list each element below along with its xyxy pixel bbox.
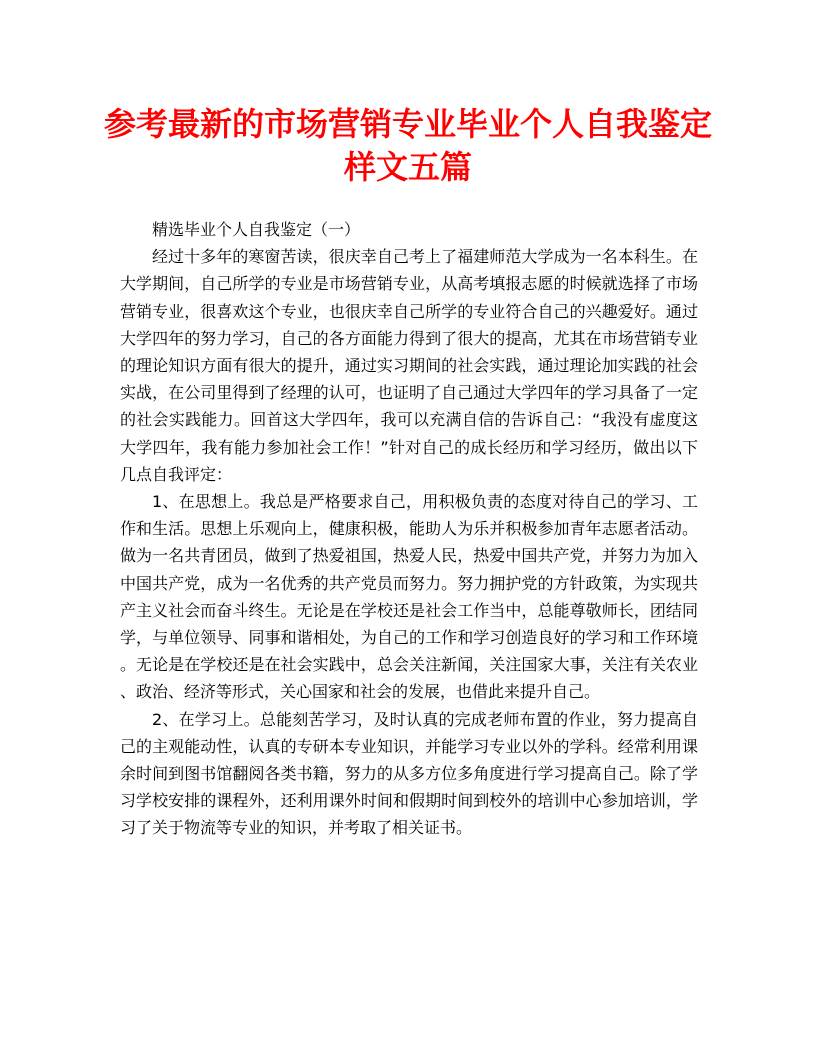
intro-paragraph: 经过十多年的寒窗苦读，很庆幸自己考上了福建师范大学成为一名本科生。在大学期间，自己所学的专业是市场营销专业，从高考填报志愿的时候就选择了市场营销专业，很喜欢这个专业，也很庆幸自己所学的专业符合自己的兴趣爱好。通过大学四年的努力学习，自己的各方面能力得到了很大的提高，尤其在市场营销专业的理论知识方面有很大的提升，通过实习期间的社会实践，通过理论加实践的社会实战，在公司里得到了经理的认可，也证明了自己通过大学四年的学习具备了一定的社会实践能力。回首这大学四年，我可以充满自信的告诉自己：“我没有虚度这大学四年，我有能力参加社会工作！”针对自己的成长经历和学习经历，做出以下几点自我评定： [120, 247, 698, 484]
document-title: 参考最新的市场营销专业毕业个人自我鉴定样文五篇 [103, 105, 712, 186]
document-body [120, 216, 698, 842]
thought-paragraph: 1、在思想上。我总是严格要求自己，用积极负责的态度对待自己的学习、工作和生活。思想上乐观向上，健康积极，能助人为乐并积极参加青年志愿者活动。做为一名共青团员，做到了热爱祖国，热爱人民，热爱中国共产党，并努力为加入中国共产党，成为一名优秀的共产党员而努力。努力拥护党的方针政策，为实现共产主义社会而奋斗终生。无论是在学校还是社会工作当中，总能尊敬师长，团结同学，与单位领导、同事和谐相处，为自己的工作和学习创造良好的学习和工作环境。无论是在学校还是在社会实践中，总会关注新闻，关注国家大事，关注有关农业、政治、经济等形式，关心国家和社会的发展，也借此来提升自己。 [120, 492, 698, 702]
study-paragraph: 2、在学习上。总能刻苦学习，及时认真的完成老师布置的作业，努力提高自己的主观能动性，认真的专研本专业知识，并能学习专业以外的学科。经常利用课余时间到图书馆翻阅各类书籍，努力的从多方位多角度进行学习提高自己。除了学习学校安排的课程外，还利用课外时间和假期时间到校外的培训中心参加培训，学习了关于物流等专业的知识，并考取了相关证书。 [120, 709, 698, 838]
section-heading: 精选毕业个人自我鉴定（一） [152, 220, 361, 239]
